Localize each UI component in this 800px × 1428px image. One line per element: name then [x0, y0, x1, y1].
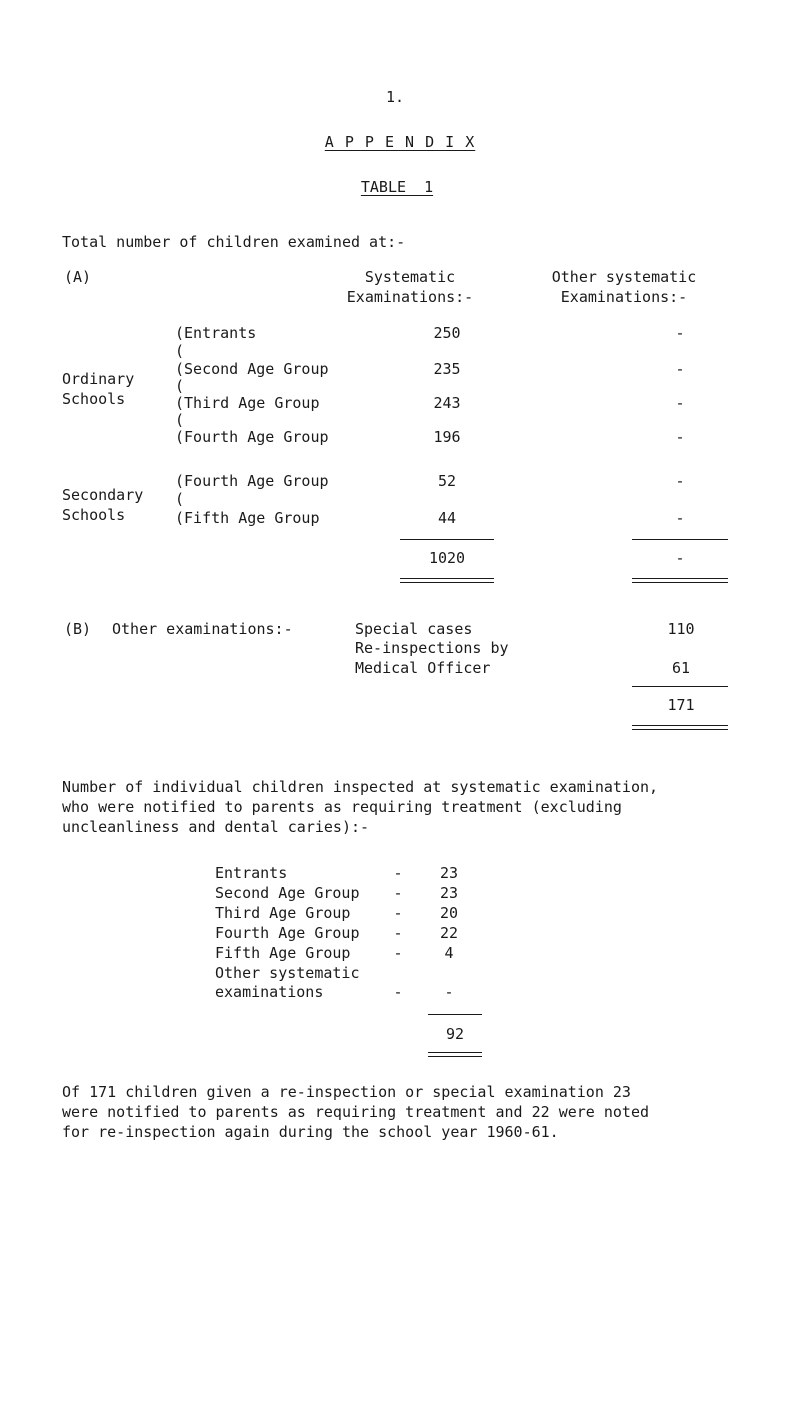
notified-paragraph-line-2: who were notified to parents as requiring treatment (excluding — [62, 798, 622, 816]
ordinary-group-third: (Third Age Group — [175, 394, 320, 412]
notified-row-label: Third Age Group — [215, 904, 351, 922]
total-double-rule — [400, 582, 494, 583]
notified-row-label: Fourth Age Group — [215, 924, 360, 942]
notified-other-label-2: examinations — [215, 983, 324, 1001]
ordinary-other-second: - — [675, 360, 685, 378]
ordinary-group-fourth: (Fourth Age Group — [175, 428, 329, 446]
ordinary-other-entrants: - — [675, 324, 685, 342]
bracket-continuation: ( — [175, 490, 185, 508]
notified-other-value: - — [444, 983, 454, 1001]
notified-row-value: 4 — [444, 944, 454, 962]
notified-row-value: 23 — [439, 884, 459, 902]
ordinary-schools-label: Ordinary — [62, 370, 135, 388]
section-a-total: 1020 — [428, 549, 466, 567]
secondary-other-fourth: - — [675, 472, 685, 490]
other-total-double-rule — [632, 582, 728, 583]
bracket-continuation: ( — [175, 342, 185, 360]
table-title: TABLE 1 — [360, 178, 434, 196]
notified-row-value: 22 — [439, 924, 459, 942]
total-rule-top — [400, 539, 494, 540]
bracket-continuation: ( — [175, 377, 185, 395]
reinspections-label: Re-inspections by — [355, 639, 509, 657]
secondary-group-fourth: (Fourth Age Group — [175, 472, 329, 490]
secondary-schools-label: Secondary — [62, 486, 144, 504]
intro-text: Total number of children examined at:- — [62, 233, 406, 251]
notified-row-value: 23 — [439, 864, 459, 882]
section-b-double-rule — [632, 725, 728, 726]
secondary-value-fourth: 52 — [437, 472, 457, 490]
section-a-label: (A) — [64, 268, 92, 286]
notified-row-label: Entrants — [215, 864, 288, 882]
notified-row-dash: - — [393, 884, 403, 902]
other-total-rule-top — [632, 539, 728, 540]
section-b-heading: Other examinations:- — [112, 620, 293, 638]
bracket-continuation: ( — [175, 411, 185, 429]
secondary-value-fifth: 44 — [437, 509, 457, 527]
other-systematic-heading: Other systematic — [551, 268, 697, 286]
closing-line-3: for re-inspection again during the school year 1960-61. — [62, 1123, 559, 1141]
ordinary-value-second: 235 — [433, 360, 461, 378]
section-b-total: 171 — [667, 696, 695, 714]
special-cases-label: Special cases — [355, 620, 473, 638]
ordinary-value-fourth: 196 — [433, 428, 461, 446]
other-systematic-heading-2: Examinations:- — [560, 288, 688, 306]
notified-row-value: 20 — [439, 904, 459, 922]
notified-rule-top — [428, 1014, 482, 1015]
section-b-label: (B) — [64, 620, 92, 638]
notified-row-dash: - — [393, 924, 403, 942]
ordinary-value-third: 243 — [433, 394, 461, 412]
secondary-schools-label-2: Schools — [62, 506, 126, 524]
notified-double-rule — [428, 1052, 482, 1053]
secondary-other-fifth: - — [675, 509, 685, 527]
reinspections-label-2: Medical Officer — [355, 659, 491, 677]
ordinary-other-third: - — [675, 394, 685, 412]
ordinary-group-entrants: (Entrants — [175, 324, 257, 342]
section-a-other-total: - — [675, 549, 685, 567]
notified-double-rule — [428, 1056, 482, 1057]
notified-row-dash: - — [393, 864, 403, 882]
ordinary-schools-label-2: Schools — [62, 390, 126, 408]
ordinary-value-entrants: 250 — [433, 324, 461, 342]
closing-line-2: were notified to parents as requiring treatment and 22 were noted — [62, 1103, 649, 1121]
systematic-heading-2: Examinations:- — [346, 288, 474, 306]
notified-row-label: Fifth Age Group — [215, 944, 351, 962]
other-total-double-rule — [632, 578, 728, 579]
section-b-double-rule — [632, 729, 728, 730]
secondary-group-fifth: (Fifth Age Group — [175, 509, 320, 527]
appendix-title: A P P E N D I X — [324, 133, 476, 151]
closing-line-1: Of 171 children given a re-inspection or special examination 23 — [62, 1083, 631, 1101]
notified-paragraph-line-1: Number of individual children inspected at systematic examination, — [62, 778, 659, 796]
section-b-rule-top — [632, 686, 728, 687]
reinspections-value: 61 — [671, 659, 691, 677]
page-number: 1. — [385, 88, 405, 106]
ordinary-group-second: (Second Age Group — [175, 360, 329, 378]
notified-other-dash: - — [393, 983, 403, 1001]
special-cases-value: 110 — [667, 620, 695, 638]
notified-row-dash: - — [393, 944, 403, 962]
notified-other-label: Other systematic — [215, 964, 360, 982]
notified-total: 92 — [445, 1025, 465, 1043]
notified-row-label: Second Age Group — [215, 884, 360, 902]
total-double-rule — [400, 578, 494, 579]
notified-paragraph-line-3: uncleanliness and dental caries):- — [62, 818, 370, 836]
systematic-heading: Systematic — [364, 268, 456, 286]
notified-row-dash: - — [393, 904, 403, 922]
ordinary-other-fourth: - — [675, 428, 685, 446]
